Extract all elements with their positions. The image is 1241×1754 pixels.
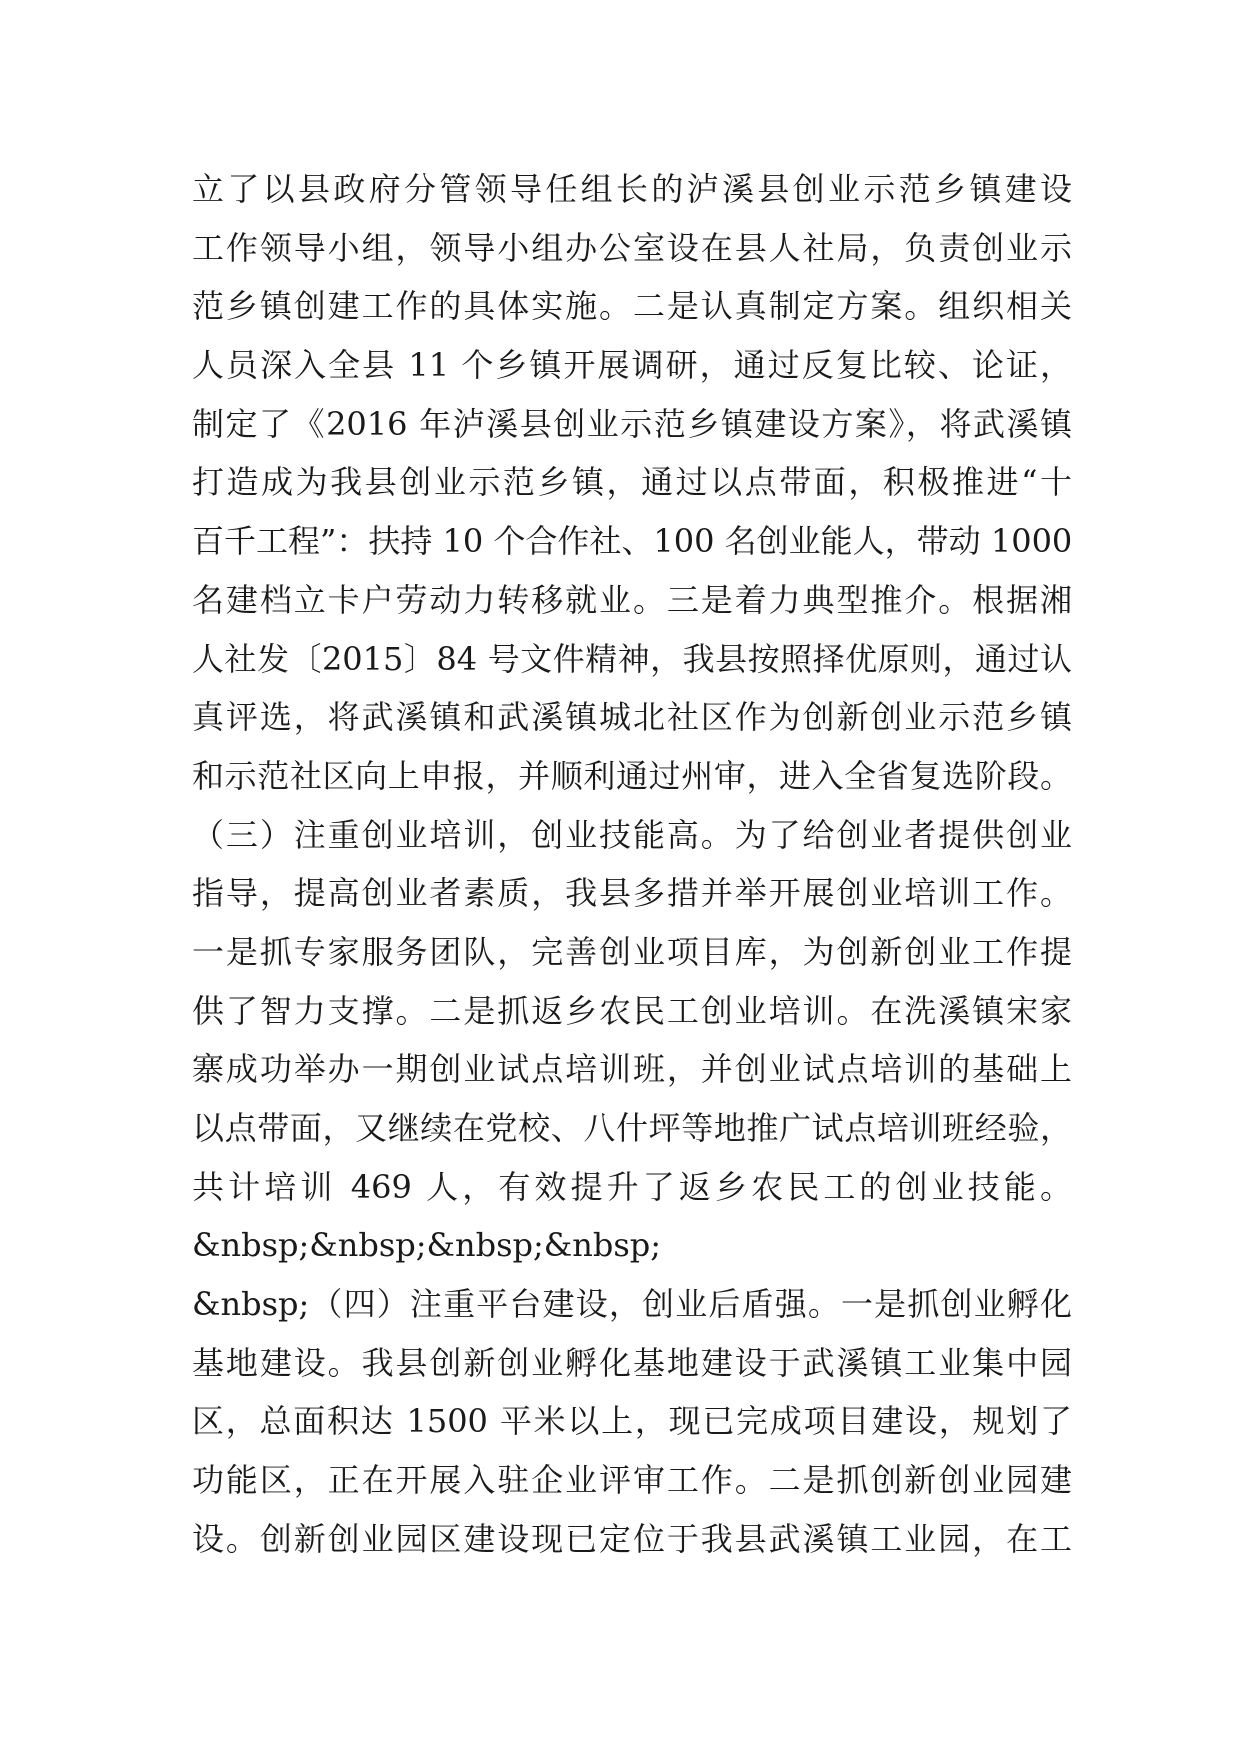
text-line: 以点带面，又继续在党校、八什坪等地推广试点培训班经验， xyxy=(192,1109,1072,1147)
text-line: 制定了《2016 年泸溪县创业示范乡镇建设方案》，将武溪镇 xyxy=(192,404,1072,443)
text-line: 区，总面积达 1500 平米以上，现已完成项目建设，规划了 xyxy=(192,1402,1072,1441)
text-line: 一是抓专家服务团队，完善创业项目库，为创新创业工作提 xyxy=(192,932,1072,971)
text-line: &nbsp;（四）注重平台建设，创业后盾强。一是抓创业孵化 xyxy=(192,1285,1072,1324)
text-line: 功能区，正在开展入驻企业评审工作。二是抓创新创业园建 xyxy=(192,1461,1072,1500)
text-line: &nbsp;&nbsp;&nbsp;&nbsp; xyxy=(192,1226,662,1265)
text-line: 人社发〔2015〕84 号文件精神，我县按照择优原则，通过认 xyxy=(192,639,1072,678)
text-line: 设。创新创业园区建设现已定位于我县武溪镇工业园，在工 xyxy=(192,1519,1072,1558)
text-line: 百千工程”：扶持 10 个合作社、100 名创业能人，带动 1000 xyxy=(192,522,1072,561)
text-line: 指导，提高创业者素质，我县多措并举开展创业培训工作。 xyxy=(192,874,1072,913)
text-line: 共计培训 469 人，有效提升了返乡农民工的创业技能。 xyxy=(192,1167,1072,1206)
text-line: 供了智力支撑。二是抓返乡农民工创业培训。在洗溪镇宋家 xyxy=(192,991,1072,1030)
text-line: 真评选，将武溪镇和武溪镇城北社区作为创新创业示范乡镇 xyxy=(192,698,1072,737)
text-line: 基地建设。我县创新创业孵化基地建设于武溪镇工业集中园 xyxy=(192,1343,1072,1382)
text-line: 范乡镇创建工作的具体实施。二是认真制定方案。组织相关 xyxy=(192,287,1072,326)
text-line: 人员深入全县 11 个乡镇开展调研，通过反复比较、论证， xyxy=(192,346,1072,385)
body-text xyxy=(192,160,1072,1569)
text-line: 工作领导小组，领导小组办公室设在县人社局，负责创业示 xyxy=(192,228,1072,267)
text-line: 打造成为我县创业示范乡镇，通过以点带面，积极推进“十 xyxy=(192,463,1072,502)
text-line: 寨成功举办一期创业试点培训班，并创业试点培训的基础上 xyxy=(192,1050,1072,1089)
text-line: 名建档立卡户劳动力转移就业。三是着力典型推介。根据湘 xyxy=(192,580,1072,619)
text-line: （三）注重创业培训，创业技能高。为了给创业者提供创业 xyxy=(192,815,1072,854)
text-line: 和示范社区向上申报，并顺利通过州审，进入全省复选阶段。 xyxy=(192,756,1072,795)
text-line: 立了以县政府分管领导任组长的泸溪县创业示范乡镇建设 xyxy=(192,170,1072,208)
